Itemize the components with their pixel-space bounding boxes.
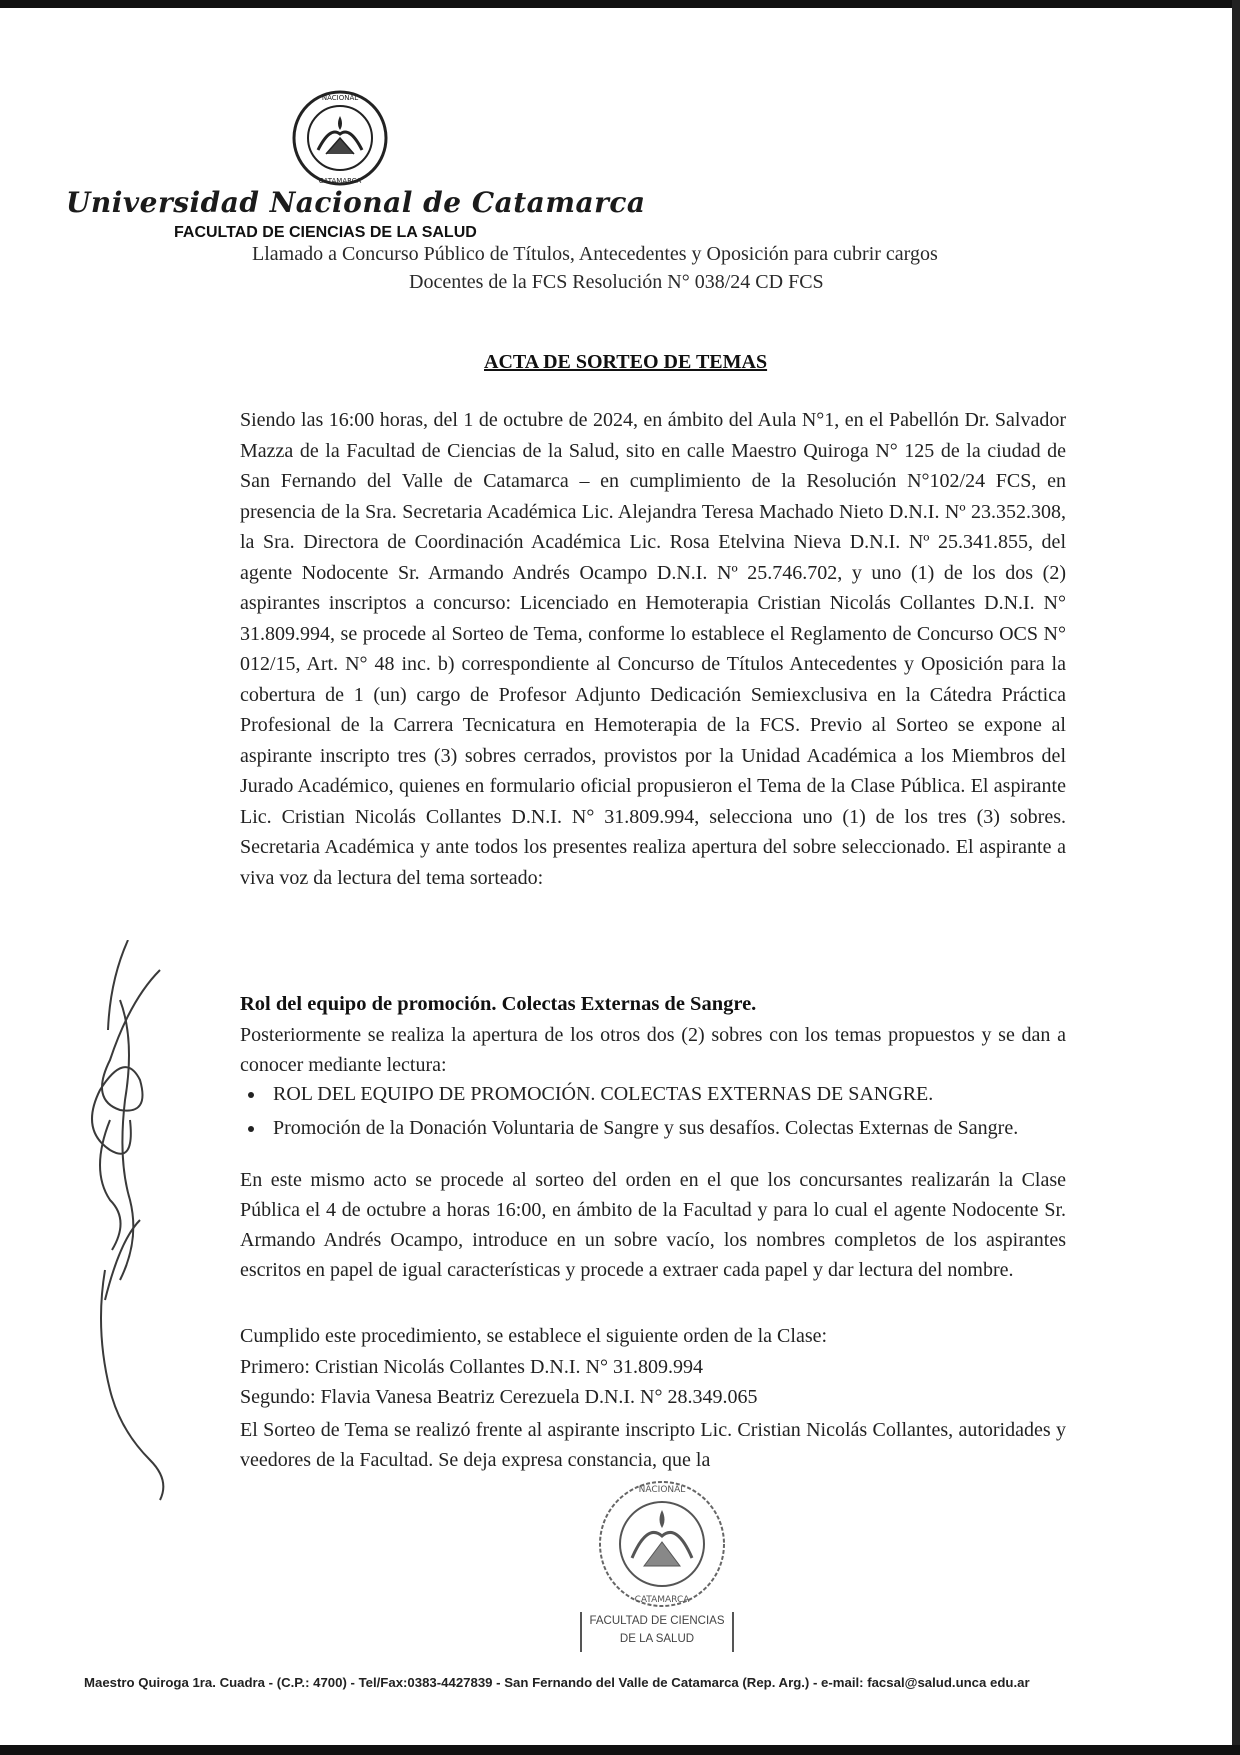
- paragraph-closing: El Sorteo de Tema se realizó frente al aspirante inscripto Lic. Cristian Nicolás Collantes, autoridades y veedores de la Facultad. Se deja expresa constancia, que la: [240, 1419, 1066, 1471]
- paragraph-order-draw: En este mismo acto se procede al sorteo del orden en el que los concursantes realizarán la Clase Pública el 4 de octubre a horas 16:00, en ámbito de la Facultad y para lo cual el agente Nodocente Sr. Armando Andrés Ocampo, introduce en un sobre vacío, los nombres completos de los aspirantes escritos en papel de igual características y procede a extraer cada papel y dar lectura del nombre.: [240, 1169, 1066, 1281]
- svg-text:NACIONAL: NACIONAL: [321, 94, 359, 102]
- list-item: [240, 1114, 1066, 1142]
- scan-bottom-border: [0, 1745, 1240, 1755]
- university-name: Universidad Nacional de Catamarca: [66, 186, 646, 219]
- order-second: Segundo: Flavia Vanesa Beatriz Cerezuela D.N.I. N° 28.349.065: [240, 1386, 758, 1408]
- order-first: Primero: Cristian Nicolás Collantes D.N.I. N° 31.809.994: [240, 1356, 703, 1378]
- selected-topic: Rol del equipo de promoción. Colectas Externas de Sangre.: [240, 993, 757, 1015]
- faculty-stamp: [580, 1612, 734, 1652]
- paragraph-other-envelopes: Posteriormente se realiza la apertura de los otros dos (2) sobres con los temas propuestos y se dan a conocer mediante lectura:: [240, 1024, 1066, 1076]
- svg-text:NACIONAL: NACIONAL: [638, 1485, 686, 1495]
- document-title: ACTA DE SORTEO DE TEMAS: [484, 351, 768, 373]
- stamp-line-2: DE LA SALUD: [619, 1633, 695, 1645]
- faculty-name: FACULTAD DE CIENCIAS DE LA SALUD: [174, 224, 477, 241]
- bullet-icon: [248, 1092, 254, 1098]
- footer-address: Maestro Quiroga 1ra. Cuadra - (C.P.: 4700) - Tel/Fax:0383-4427839 - San Fernando del Valle de Catamarca (Rep. Arg.) - e-mail: facsal@salud.unca edu.ar: [84, 1675, 1030, 1690]
- list-item: [240, 1080, 1066, 1108]
- proposed-topics-list: [240, 1080, 1066, 1148]
- topic-text: ROL DEL EQUIPO DE PROMOCIÓN. COLECTAS EXTERNAS DE SANGRE.: [273, 1083, 934, 1105]
- stamp-line-1: FACULTAD DE CIENCIAS: [589, 1615, 725, 1627]
- paragraph-opening: Siendo las 16:00 horas, del 1 de octubre de 2024, en ámbito del Aula N°1, en el Pabellón Dr. Salvador Mazza de la Facultad de Ciencias de la Salud, sito en calle Maestro Quiroga N° 125 de la ciudad de San Fernando del Valle de Catamarca – en cumplimiento de la Resolución N°102/24 FCS, en presencia de la Sra. Secretaria Académica Lic. Alejandra Teresa Machado Nieto D.N.I. Nº 23.352.308, la Sra. Directora de Coordinación Académica Lic. Rosa Etelvina Nieva D.N.I. Nº 25.341.855, del agente Nodocente Sr. Armando Andrés Ocampo D.N.I. Nº 25.746.702, y uno (1) de los dos (2) aspirantes inscriptos a concurso: Licenciado en Hemoterapia Cristian Nicolás Collantes D.N.I. N° 31.809.994, se procede al Sorteo de Tema, conforme lo establece el Reglamento de Concurso OCS N° 012/15, Art. N° 48 inc. b) correspondiente al Concurso de Títulos Antecedentes y Oposición para la cobertura de 1 (un) cargo de Profesor Adjunto Dedicación Semiexclusiva en la Cátedra Práctica Profesional de la Carrera Tecnicatura en Hemoterapia de la FCS. Previo al Sorteo se expone al aspirante inscripto tres (3) sobres cerrados, provistos por la Unidad Académica a los Miembros del Jurado Académico, quienes en formulario oficial propusieron el Tema de la Clase Pública. El aspirante Lic. Cristian Nicolás Collantes D.N.I. N° 31.809.994, selecciona uno (1) de los tres (3) sobres. Secretaria Académica y ante todos los presentes realiza apertura del sobre seleccionado. El aspirante a viva voz da lectura del tema sorteado:: [240, 409, 1066, 889]
- order-intro: Cumplido este procedimiento, se establece el siguiente orden de la Clase:: [240, 1325, 828, 1347]
- call-line-2: Docentes de la FCS Resolución N° 038/24 CD FCS: [409, 271, 824, 293]
- faculty-seal-icon: [592, 1478, 732, 1610]
- scan-top-border: [0, 0, 1240, 8]
- scan-right-border: [1232, 0, 1240, 1755]
- bullet-icon: [248, 1126, 254, 1132]
- call-line-1: Llamado a Concurso Público de Títulos, Antecedentes y Oposición para cubrir cargos: [252, 243, 938, 265]
- svg-text:CATAMARCA: CATAMARCA: [634, 1595, 690, 1605]
- topic-text: Promoción de la Donación Voluntaria de Sangre y sus desafíos. Colectas Externas de Sangre.: [273, 1117, 1019, 1139]
- svg-text:CATAMARCA: CATAMARCA: [318, 177, 362, 185]
- handwritten-signature-icon: [50, 940, 190, 1520]
- university-logo-icon: [290, 88, 390, 188]
